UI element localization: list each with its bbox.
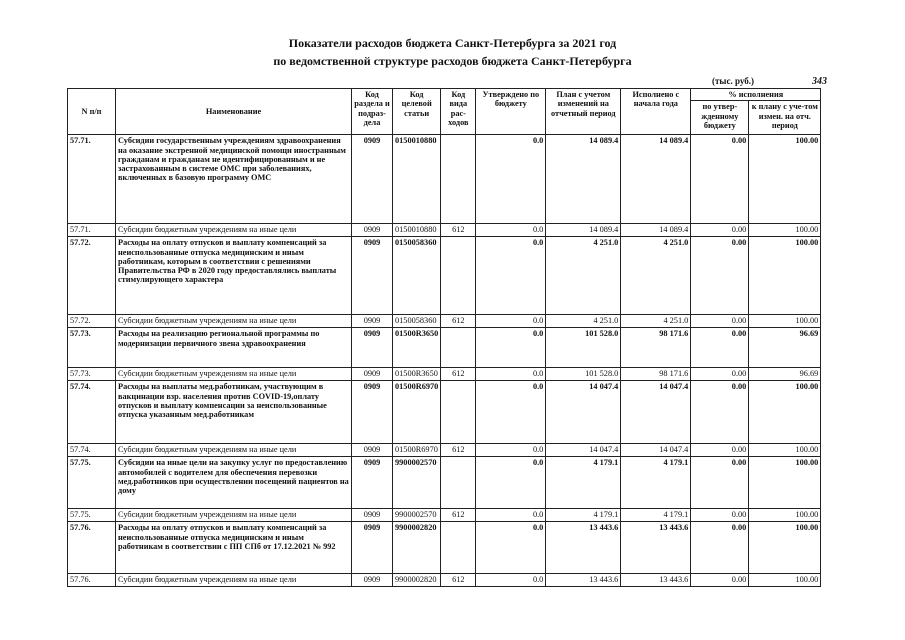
cell-name: Субсидии государственным учреждениям здравоохранения на оказание экстренной медицинской помощи иностранным гражданам и гражданам не идентифицированным и не застрахованным в системе ОМС при заболеваниях, включенных в базовую программу ОМС: [116, 135, 352, 224]
cell-section-code: 0909: [352, 368, 393, 381]
cell-section-code: 0909: [352, 135, 393, 224]
cell-executed: 4 251.0: [621, 237, 691, 315]
cell-target-code: 0150058360: [393, 315, 441, 328]
cell-name: Субсидии бюджетным учреждениям на иные цели: [116, 574, 352, 587]
cell-pct-plan: 100.00: [749, 444, 821, 457]
cell-plan: 4 179.1: [546, 509, 621, 522]
cell-name: Субсидии бюджетным учреждениям на иные цели: [116, 444, 352, 457]
col-header-num: N п/п: [68, 89, 116, 135]
cell-pct-plan: 96.69: [749, 368, 821, 381]
cell-expense-type: 612: [441, 315, 476, 328]
cell-pct-approved: 0.00: [691, 509, 749, 522]
cell-approved: 0.0: [476, 509, 546, 522]
cell-pct-approved: 0.00: [691, 135, 749, 224]
cell-approved: 0.0: [476, 522, 546, 574]
cell-num: 57.74.: [68, 381, 116, 444]
cell-section-code: 0909: [352, 381, 393, 444]
cell-pct-approved: 0.00: [691, 328, 749, 368]
cell-plan: 14 089.4: [546, 224, 621, 237]
cell-section-code: 0909: [352, 509, 393, 522]
table-row: [68, 522, 821, 574]
cell-expense-type: [441, 381, 476, 444]
table-row: [68, 135, 821, 224]
cell-plan: 101 528.0: [546, 368, 621, 381]
table-row: [68, 444, 821, 457]
col-header-expense-type: Код вида рас-ходов: [441, 89, 476, 135]
cell-executed: 4 179.1: [621, 457, 691, 509]
cell-executed: 4 179.1: [621, 509, 691, 522]
cell-num: 57.74.: [68, 444, 116, 457]
cell-name: Субсидии на иные цели на закупку услуг по предоставлению автомобилей с водителем для обеспечения перевозки мед.работников при осуществлении посещений пациентов на дому: [116, 457, 352, 509]
cell-target-code: 01500R6970: [393, 444, 441, 457]
cell-executed: 14 089.4: [621, 224, 691, 237]
cell-pct-plan: 100.00: [749, 315, 821, 328]
cell-num: 57.73.: [68, 368, 116, 381]
cell-target-code: 9900002570: [393, 509, 441, 522]
cell-pct-approved: 0.00: [691, 237, 749, 315]
cell-plan: 14 047.4: [546, 444, 621, 457]
col-header-pct-plan: к плану с уче-том измен. на отч. период: [749, 101, 821, 135]
table-row: [68, 574, 821, 587]
cell-expense-type: 612: [441, 509, 476, 522]
cell-pct-plan: 96.69: [749, 328, 821, 368]
cell-name: Субсидии бюджетным учреждениям на иные цели: [116, 224, 352, 237]
cell-section-code: 0909: [352, 328, 393, 368]
cell-section-code: 0909: [352, 237, 393, 315]
table-row: [68, 237, 821, 315]
cell-expense-type: [441, 328, 476, 368]
cell-target-code: 9900002820: [393, 522, 441, 574]
cell-approved: 0.0: [476, 237, 546, 315]
cell-approved: 0.0: [476, 224, 546, 237]
cell-num: 57.75.: [68, 509, 116, 522]
cell-pct-plan: 100.00: [749, 224, 821, 237]
cell-target-code: 01500R3650: [393, 328, 441, 368]
cell-target-code: 0150010880: [393, 224, 441, 237]
cell-expense-type: 612: [441, 574, 476, 587]
page-number: 343: [812, 76, 827, 87]
cell-plan: 101 528.0: [546, 328, 621, 368]
table-row: [68, 328, 821, 368]
cell-pct-approved: 0.00: [691, 522, 749, 574]
cell-pct-approved: 0.00: [691, 457, 749, 509]
units-label: (тыс. руб.): [712, 76, 754, 86]
cell-pct-approved: 0.00: [691, 368, 749, 381]
cell-plan: 13 443.6: [546, 522, 621, 574]
cell-approved: 0.0: [476, 135, 546, 224]
cell-pct-plan: 100.00: [749, 522, 821, 574]
col-header-section-code: Код раздела и подраз-дела: [352, 89, 393, 135]
cell-num: 57.71.: [68, 135, 116, 224]
cell-pct-approved: 0.00: [691, 381, 749, 444]
table-row: [68, 381, 821, 444]
cell-approved: 0.0: [476, 457, 546, 509]
cell-pct-approved: 0.00: [691, 224, 749, 237]
report-title: Показатели расходов бюджета Санкт-Петербурга за 2021 год: [288, 36, 617, 50]
cell-executed: 14 047.4: [621, 444, 691, 457]
cell-plan: 4 179.1: [546, 457, 621, 509]
cell-pct-plan: 100.00: [749, 381, 821, 444]
col-header-plan: План с учетом изменений на отчетный период: [546, 89, 621, 135]
cell-name: Расходы на оплату отпусков и выплату компенсаций за неиспользованные отпуска медицинским и иным работникам в соответствии с ПП СПб от 17.12.2021 № 992: [116, 522, 352, 574]
cell-num: 57.72.: [68, 237, 116, 315]
cell-num: 57.71.: [68, 224, 116, 237]
table-row: [68, 224, 821, 237]
cell-section-code: 0909: [352, 224, 393, 237]
cell-name: Субсидии бюджетным учреждениям на иные цели: [116, 509, 352, 522]
col-header-executed: Исполнено с начала года: [621, 89, 691, 135]
cell-executed: 98 171.6: [621, 368, 691, 381]
cell-approved: 0.0: [476, 368, 546, 381]
cell-approved: 0.0: [476, 315, 546, 328]
cell-approved: 0.0: [476, 444, 546, 457]
cell-section-code: 0909: [352, 574, 393, 587]
cell-expense-type: 612: [441, 224, 476, 237]
cell-approved: 0.0: [476, 328, 546, 368]
cell-target-code: 0150010880: [393, 135, 441, 224]
cell-expense-type: 612: [441, 368, 476, 381]
col-header-percent-group: % исполнения: [691, 89, 821, 101]
col-header-pct-approved: по утвер-жденному бюджету: [691, 101, 749, 135]
cell-expense-type: [441, 135, 476, 224]
header-row-top: [68, 89, 821, 101]
cell-executed: 14 047.4: [621, 381, 691, 444]
cell-target-code: 0150058360: [393, 237, 441, 315]
cell-executed: 13 443.6: [621, 574, 691, 587]
cell-num: 57.75.: [68, 457, 116, 509]
budget-table: [67, 88, 821, 587]
cell-target-code: 9900002820: [393, 574, 441, 587]
cell-name: Расходы на реализацию региональной программы по модернизации первичного звена здравоохранения: [116, 328, 352, 368]
cell-expense-type: [441, 237, 476, 315]
cell-num: 57.73.: [68, 328, 116, 368]
cell-executed: 98 171.6: [621, 328, 691, 368]
col-header-target-code: Код целевой статьи: [393, 89, 441, 135]
cell-approved: 0.0: [476, 574, 546, 587]
cell-section-code: 0909: [352, 444, 393, 457]
cell-plan: 4 251.0: [546, 237, 621, 315]
cell-approved: 0.0: [476, 381, 546, 444]
cell-pct-approved: 0.00: [691, 574, 749, 587]
cell-plan: 4 251.0: [546, 315, 621, 328]
cell-pct-plan: 100.00: [749, 135, 821, 224]
cell-plan: 14 047.4: [546, 381, 621, 444]
col-header-approved: Утверждено по бюджету: [476, 89, 546, 135]
table-row: [68, 315, 821, 328]
cell-executed: 13 443.6: [621, 522, 691, 574]
cell-executed: 14 089.4: [621, 135, 691, 224]
cell-num: 57.72.: [68, 315, 116, 328]
cell-pct-approved: 0.00: [691, 444, 749, 457]
cell-pct-plan: 100.00: [749, 237, 821, 315]
table-row: [68, 457, 821, 509]
cell-pct-approved: 0.00: [691, 315, 749, 328]
cell-target-code: 9900002570: [393, 457, 441, 509]
cell-plan: 14 089.4: [546, 135, 621, 224]
cell-pct-plan: 100.00: [749, 457, 821, 509]
cell-executed: 4 251.0: [621, 315, 691, 328]
cell-section-code: 0909: [352, 522, 393, 574]
cell-expense-type: [441, 522, 476, 574]
cell-expense-type: [441, 457, 476, 509]
table-body: [68, 135, 821, 587]
cell-section-code: 0909: [352, 315, 393, 328]
cell-name: Расходы на выплаты мед.работникам, участвующим в вакцинации взр. населения против COVID-19,оплату отпусков и выплату компенсации за неиспользованные отпуска указанным мед.работникам: [116, 381, 352, 444]
table-row: [68, 368, 821, 381]
cell-name: Субсидии бюджетным учреждениям на иные цели: [116, 368, 352, 381]
cell-expense-type: 612: [441, 444, 476, 457]
cell-plan: 13 443.6: [546, 574, 621, 587]
cell-target-code: 01500R6970: [393, 381, 441, 444]
col-header-name: Наименование: [116, 89, 352, 135]
report-subtitle: по ведомственной структуре расходов бюджета Санкт-Петербурга: [273, 54, 632, 68]
cell-pct-plan: 100.00: [749, 509, 821, 522]
cell-pct-plan: 100.00: [749, 574, 821, 587]
cell-target-code: 01500R3650: [393, 368, 441, 381]
cell-name: Субсидии бюджетным учреждениям на иные цели: [116, 315, 352, 328]
cell-num: 57.76.: [68, 522, 116, 574]
cell-num: 57.76.: [68, 574, 116, 587]
cell-section-code: 0909: [352, 457, 393, 509]
cell-name: Расходы на оплату отпусков и выплату компенсаций за неиспользованные отпуска медицинским и иным работникам, которым в соответствии с решениями Правительства РФ в 2020 году предоставлялись выплаты стимулирующего характера: [116, 237, 352, 315]
table-row: [68, 509, 821, 522]
